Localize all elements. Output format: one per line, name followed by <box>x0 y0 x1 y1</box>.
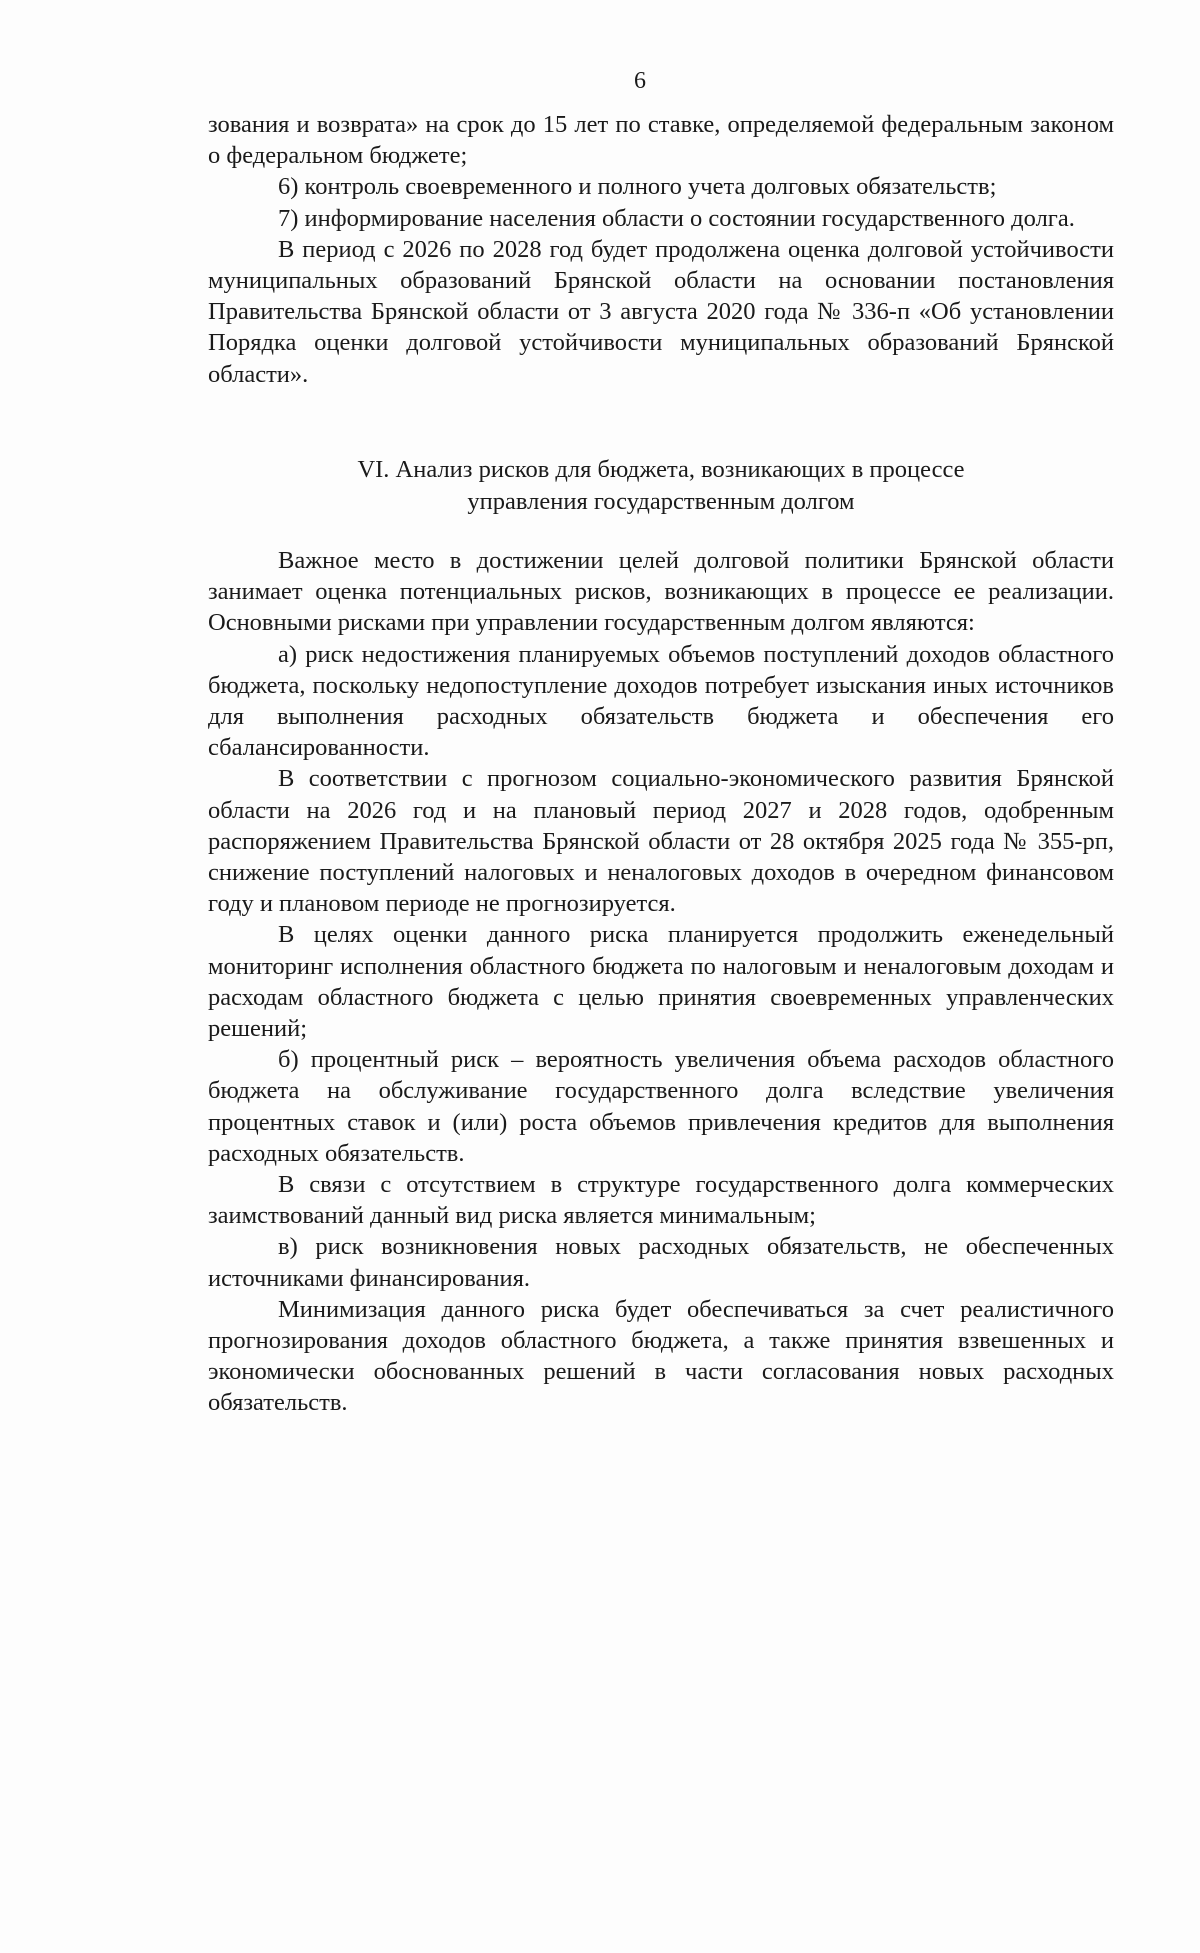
risk-item-b: б) процентный риск – вероятность увеличения объема расходов областного бюджета на обслуживание государственного долга вследствие увеличения процентных ставок и (или) роста объемов привлечения кредитов для выполнения расходных обязательств. <box>208 1046 1114 1167</box>
paragraph-forecast: В соответствии с прогнозом социально-экономического развития Брянской области на 2026 год и на плановый период 2027 и 2028 годов, одобренным распоряжением Правительства Брянской области от 28 октября 2025 года № 355-рп, снижение поступлений налоговых и неналоговых доходов в очередном финансовом году и плановом периоде не прогнозируется. <box>208 765 1114 918</box>
section-body <box>208 545 1114 1419</box>
page-number: 6 <box>634 68 646 94</box>
paragraph-minimization: Минимизация данного риска будет обеспечиваться за счет реалистичного прогнозирования доходов областного бюджета, а также принятия взвешенных и экономически обоснованных решений в части согласования новых расходных обязательств. <box>208 1295 1114 1417</box>
section-heading-line-1: VI. Анализ рисков для бюджета, возникающих в процессе <box>357 456 965 483</box>
list-item-7: 7) информирование населения области о состоянии государственного долга. <box>278 204 1075 232</box>
paragraph-debt-sustainability: В период с 2026 по 2028 год будет продолжена оценка долговой устойчивости муниципальных образований Брянской области на основании постановления Правительства Брянской области от 3 августа 2020 года № 336-п «Об установлении Порядка оценки долговой устойчивости муниципальных образований Брянской области». <box>208 235 1114 388</box>
paragraph-commercial-borrowing: В связи с отсутствием в структуре государственного долга коммерческих заимствований данный вид риска является минимальным; <box>208 1171 1114 1230</box>
risk-item-a: а) риск недостижения планируемых объемов поступлений доходов областного бюджета, поскольку недопоступление доходов потребует изыскания иных источников для выполнения расходных обязательств бюджета и обеспечения его сбалансированности. <box>208 640 1114 762</box>
risk-item-c: в) риск возникновения новых расходных обязательств, не обеспеченных источниками финансирования. <box>208 1233 1114 1292</box>
paragraph-continuation: зования и возврата» на срок до 15 лет по ставке, определяемой федеральным законом о федеральном бюджете; <box>208 111 1114 170</box>
section-heading-line-2: управления государственным долгом <box>467 487 855 515</box>
section-heading <box>208 454 1114 517</box>
paragraph-intro: Важное место в достижении целей долговой политики Брянской области занимает оценка потенциальных рисков, возникающих в процессе ее реализации. Основными рисками при управлении государственным долгом являются: <box>208 547 1114 637</box>
top-text-block <box>208 109 1114 390</box>
paragraph-monitoring: В целях оценки данного риска планируется продолжить еженедельный мониторинг исполнения областного бюджета по налоговым и неналоговым доходам и расходам областного бюджета с целью принятия своевременных управленческих решений; <box>208 921 1114 1043</box>
list-item-6: 6) контроль своевременного и полного учета долговых обязательств; <box>278 173 997 201</box>
